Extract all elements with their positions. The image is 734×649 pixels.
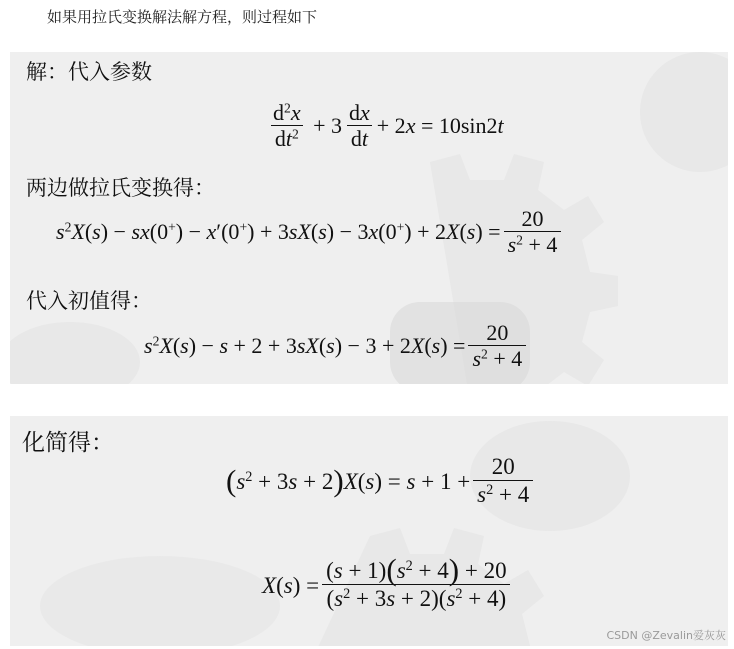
equation-simplified <box>226 454 536 509</box>
solution-fraction <box>322 551 511 613</box>
heading-initial-values: 代入初值得： <box>26 289 152 313</box>
equation-term: + 2x = 10sin2t <box>376 113 504 139</box>
second-derivative-fraction <box>269 100 305 153</box>
frac-numerator: dx <box>349 100 370 125</box>
rhs-fraction <box>468 320 526 373</box>
equation-lhs: $s^2X(s) - s + 2 + 3sX(s) - 3 + 2X(s)$ = <box>144 333 466 359</box>
solution-panel-2 <box>10 416 728 646</box>
frac-numerator: 20 <box>486 320 509 345</box>
heading-simplify: 化简得： <box>22 430 114 456</box>
equation-ode <box>266 100 504 153</box>
rhs-fraction <box>473 454 533 509</box>
first-derivative-fraction <box>345 100 374 153</box>
csdn-watermark: CSDN @Zevalin爱灰灰 <box>606 629 726 642</box>
rhs-fraction <box>504 206 562 259</box>
frac-denominator: $dt^2$ <box>271 125 303 152</box>
solution-panel-1 <box>10 52 728 384</box>
equation-lhs: X(s) = <box>262 572 320 598</box>
frac-numerator: $(s + 1)(s^2 + 4) + 20$ <box>326 551 507 587</box>
frac-denominator: $(s^2 + 3s + 2)(s^2 + 4)$ <box>322 584 510 613</box>
frac-numerator: $d^2x$ <box>273 100 301 125</box>
frac-denominator: $s^2 + 4$ <box>468 345 526 372</box>
equation-lhs: $(s^2 + 3s + 2)X(s) = s + 1$ + <box>226 462 471 498</box>
equation-lhs: $s^2X(s) - sx(0^+) - x'(0^+) + 3sX(s) - 3x(0^+) + 2X(s)$ = <box>56 219 501 245</box>
heading-substitute-params: 解：代入参数 <box>26 60 152 84</box>
intro-text: 如果用拉氏变换解法解方程，则过程如下 <box>47 8 318 26</box>
equation-with-initial-values <box>144 320 529 373</box>
frac-denominator: $s^2 + 4$ <box>504 231 562 258</box>
frac-denominator: $s^2 + 4$ <box>473 480 533 509</box>
equation-solution <box>262 551 514 613</box>
frac-denominator: dt <box>347 125 372 152</box>
heading-laplace-both-sides: 两边做拉氏变换得： <box>26 176 215 200</box>
frac-numerator: 20 <box>521 206 544 231</box>
equation-laplace-transform <box>56 206 564 259</box>
frac-numerator: 20 <box>491 454 515 479</box>
equation-term: + 3 <box>307 113 342 139</box>
